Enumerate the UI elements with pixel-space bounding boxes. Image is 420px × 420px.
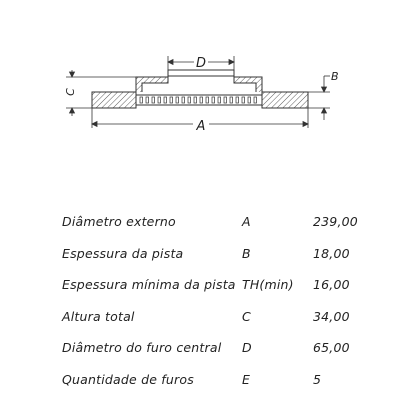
- vane-slot: [176, 97, 179, 103]
- vane-slot: [194, 97, 197, 103]
- spec-value: 18,00: [313, 245, 350, 261]
- spec-symbol: E: [242, 371, 251, 387]
- vane-slot: [218, 97, 221, 103]
- vane-slot: [206, 97, 209, 103]
- label-d: D: [195, 56, 207, 71]
- vane-slot: [140, 97, 143, 103]
- spec-name: Diâmetro externo: [62, 214, 176, 229]
- right-friction-ring: [262, 92, 308, 108]
- spec-value: 34,00: [313, 308, 350, 324]
- label-a: A: [196, 119, 206, 134]
- vane-slot: [146, 97, 149, 103]
- vane-slot: [212, 97, 215, 103]
- spec-row: [0, 364, 420, 396]
- spec-row: [0, 238, 420, 270]
- left-friction-ring: [92, 92, 136, 108]
- vane-slot: [230, 97, 233, 103]
- spec-symbol: A: [242, 214, 251, 229]
- spec-value: 5: [313, 371, 322, 387]
- spec-name: Espessura da pista: [62, 245, 184, 261]
- spec-symbol: B: [242, 245, 251, 261]
- ventilation-vanes: [136, 95, 262, 105]
- vane-slot: [224, 97, 227, 103]
- spec-symbol: TH(min): [242, 277, 294, 292]
- spec-row: [0, 301, 420, 333]
- vane-slot: [152, 97, 155, 103]
- brake-disc-cross-section-diagram: [0, 0, 420, 160]
- spec-symbol: C: [242, 308, 251, 324]
- vane-slot: [158, 97, 161, 103]
- vane-slot: [170, 97, 173, 103]
- vane-slot: [248, 97, 251, 103]
- spec-row: [0, 332, 420, 364]
- spec-name: Espessura mínima da pista: [62, 277, 236, 292]
- vane-slot: [254, 97, 257, 103]
- spec-row: [0, 206, 420, 238]
- vane-slot: [200, 97, 203, 103]
- vane-slot: [182, 97, 185, 103]
- vane-slot: [188, 97, 191, 103]
- spec-name: Altura total: [62, 308, 135, 324]
- spec-value: 16,00: [313, 277, 350, 292]
- vane-slot: [236, 97, 239, 103]
- label-b: B: [331, 70, 339, 83]
- specifications-table: [0, 206, 420, 395]
- spec-name: Quantidade de furos: [62, 371, 194, 387]
- spec-name: Diâmetro do furo central: [62, 340, 222, 355]
- spec-row: [0, 269, 420, 301]
- label-c: C: [64, 88, 77, 96]
- vane-slot: [164, 97, 167, 103]
- spec-value: 65,00: [313, 340, 350, 355]
- vane-slot: [242, 97, 245, 103]
- dimension-b: [308, 76, 330, 120]
- spec-value: 239,00: [313, 214, 358, 229]
- spec-symbol: D: [242, 340, 252, 355]
